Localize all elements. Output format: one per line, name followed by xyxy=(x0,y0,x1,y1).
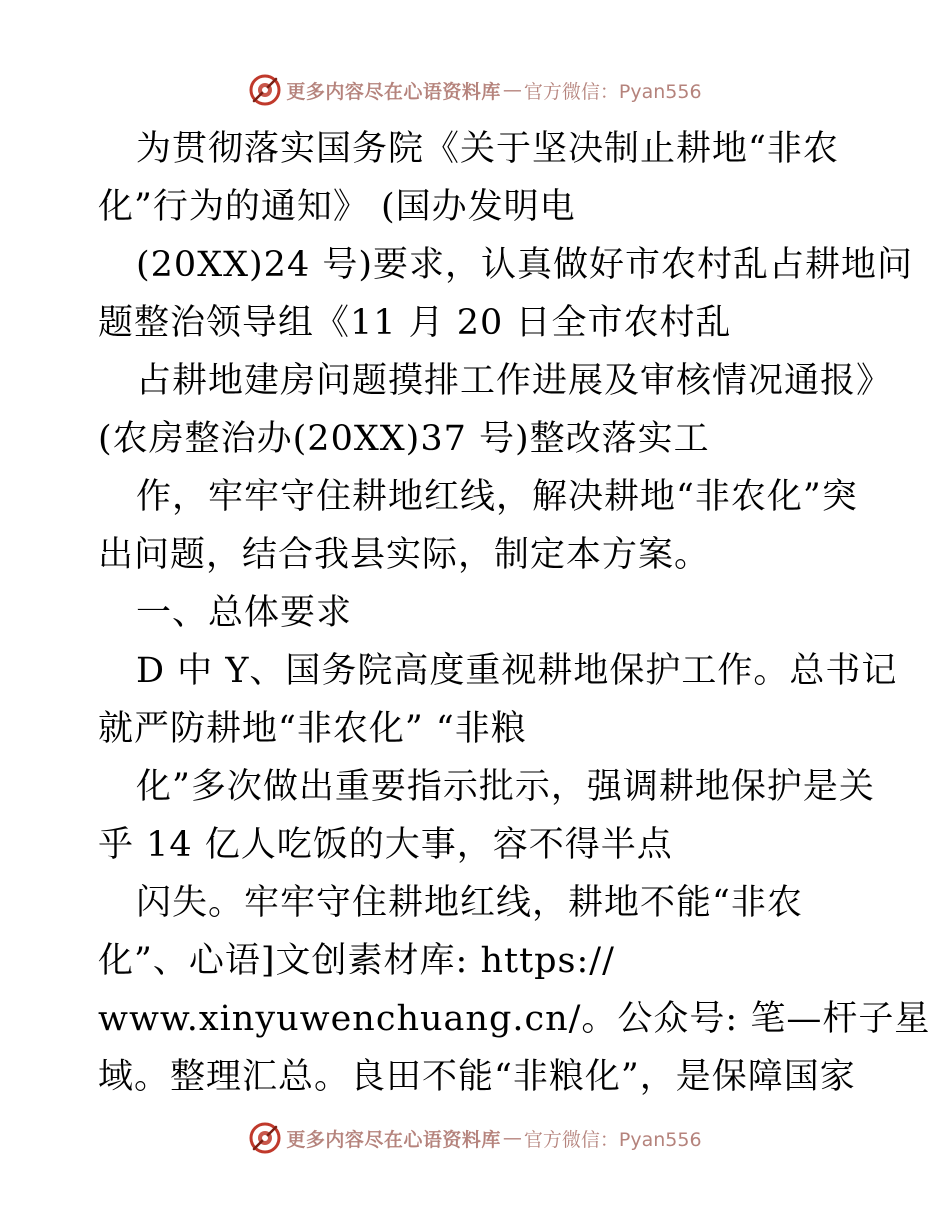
footer-watermark xyxy=(0,1118,950,1158)
text-line: 作，牢牢守住耕地红线，解决耕地“非农化”突 xyxy=(136,477,858,517)
header-wechat-text: 官方微信：Pyan556 xyxy=(523,80,702,103)
text-line: D 中 Y、国务院高度重视耕地保护工作。总书记 xyxy=(136,651,898,691)
text-line: 出问题，结合我县实际，制定本方案。 xyxy=(98,535,711,575)
text-line: 一、总体要求 xyxy=(136,593,353,633)
text-line: www.xinyuwenchuang.cn/。公众号: 笔—杆子星 xyxy=(98,999,931,1039)
text-line: 占耕地建房问题摸排工作进展及审核情况通报》 xyxy=(136,361,893,401)
logo-icon xyxy=(248,1121,282,1155)
footer-wechat-text: 官方微信：Pyan556 xyxy=(523,1128,702,1151)
text-line: 域。整理汇总。良田不能“非粮化”，是保障国家 xyxy=(98,1057,856,1097)
header-watermark xyxy=(0,70,950,110)
text-line: 化”多次做出重要指示批示，强调耕地保护是关 xyxy=(136,767,875,807)
text-line: 题整治领导组《11 月 20 日全市农村乱 xyxy=(98,303,732,343)
text-line: 为贯彻落实国务院《关于坚决制止耕地“非农 xyxy=(136,129,839,169)
footer-brand-text: 更多内容尽在心语资料库 xyxy=(286,1128,501,1151)
text-line: 就严防耕地“非农化” “非粮 xyxy=(98,709,527,749)
text-line: 化”行为的通知》 (国办发明电 xyxy=(98,187,576,227)
header-dash: — xyxy=(502,79,522,101)
logo-icon xyxy=(248,73,282,107)
text-line: 闪失。牢牢守住耕地红线，耕地不能“非农 xyxy=(136,883,803,923)
text-line: (农房整治办(20XX)37 号)整改落实工 xyxy=(98,419,710,459)
text-line: 化”、心语]文创素材库: https:// xyxy=(98,941,615,981)
text-line: 乎 14 亿人吃饭的大事，容不得半点 xyxy=(98,825,673,865)
document-body xyxy=(98,120,931,1106)
text-line: (20XX)24 号)要求，认真做好市农村乱占耕地问 xyxy=(136,245,913,285)
header-brand-text: 更多内容尽在心语资料库 xyxy=(286,80,501,103)
footer-dash: — xyxy=(502,1127,522,1149)
